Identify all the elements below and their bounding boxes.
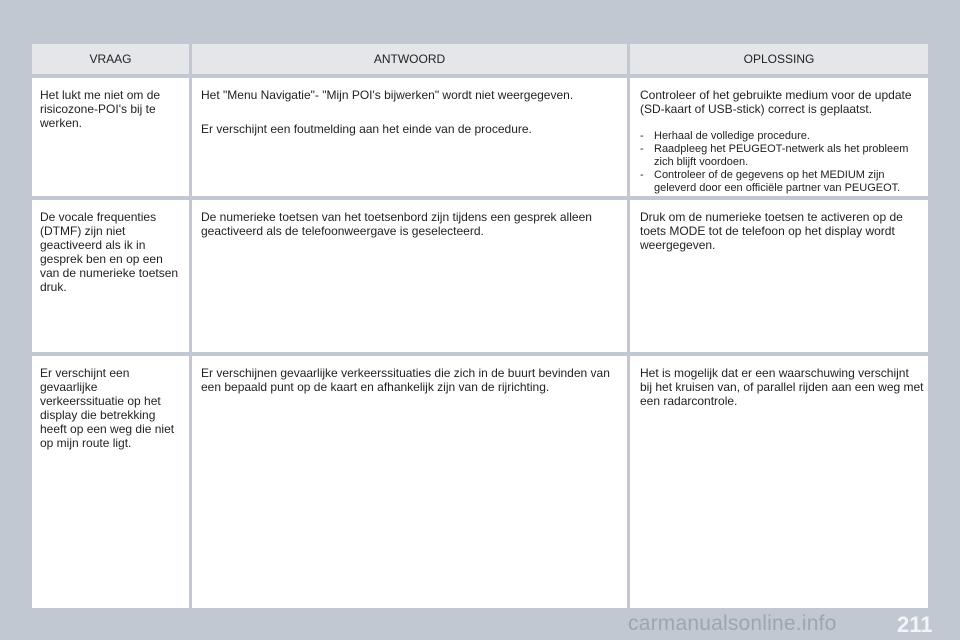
solution-list	[640, 130, 924, 195]
row-2-answer	[192, 200, 627, 352]
solution-text: Het is mogelijk dat er een waarschuwing verschijnt bij het kruisen van, of parallel rijden aan een weg met een radarcontrole.	[640, 366, 924, 408]
row-1-solution	[630, 78, 928, 196]
answer-text: Er verschijnt een foutmelding aan het einde van de procedure.	[201, 122, 532, 136]
question-text: Er verschijnt een gevaarlijke verkeerssituatie op het display die betrekking heeft op een weg die niet op mijn route ligt.	[40, 366, 175, 450]
header-solution: OPLOSSING	[630, 44, 928, 74]
row-1-question	[32, 78, 189, 196]
answer-text: Het "Menu Navigatie"- "Mijn POI's bijwerken" wordt niet weergegeven.	[201, 88, 574, 102]
header-answer: ANTWOORD	[192, 44, 627, 74]
question-text: De vocale frequenties (DTMF) zijn niet geactiveerd als ik in gesprek ben en op een van de numerieke toetsen druk.	[40, 210, 179, 294]
header-question: VRAAG	[32, 44, 189, 74]
row-2-question	[32, 200, 189, 352]
solution-list-item: - Controleer of de gegevens op het MEDIUM zijn geleverd door een officiële partner van PEUGEOT.	[640, 169, 924, 195]
row-3-question	[32, 356, 189, 608]
row-1-answer	[192, 78, 627, 196]
question-text: Het lukt me niet om de risicozone-POI's bij te werken.	[40, 88, 161, 130]
solution-list-item: - Herhaal de volledige procedure.	[640, 130, 924, 143]
page-number: 211	[897, 612, 933, 637]
solution-text: Controleer of het gebruikte medium voor de update (SD-kaart of USB-stick) correct is geplaatst.	[640, 88, 912, 116]
row-3-solution	[630, 356, 928, 608]
watermark: carmanualsonline.info	[628, 612, 837, 635]
row-2-solution	[630, 200, 928, 352]
solution-text: Druk om de numerieke toetsen te activeren op de toets MODE tot de telefoon op het display wordt weergegeven.	[640, 210, 903, 252]
row-3-answer	[192, 356, 627, 608]
answer-text: Er verschijnen gevaarlijke verkeerssituaties die zich in de buurt bevinden van een bepaald punt op de kaart en afhankelijk zijn van de rijrichting.	[201, 366, 610, 394]
solution-list-item: - Raadpleeg het PEUGEOT-netwerk als het probleem zich blijft voordoen.	[640, 143, 924, 169]
answer-text: De numerieke toetsen van het toetsenbord zijn tijdens een gesprek alleen geactiveerd als de telefoonweergave is geselecteerd.	[201, 210, 592, 238]
